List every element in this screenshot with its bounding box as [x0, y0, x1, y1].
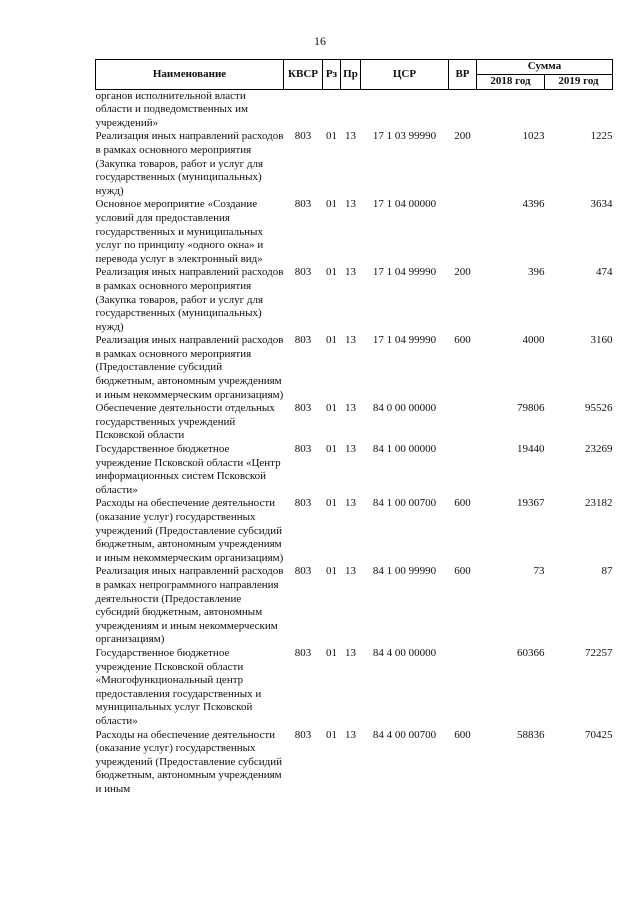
row-rz: 01: [326, 402, 337, 415]
header-year-2018: 2018 год: [477, 75, 545, 90]
table-row: [96, 402, 613, 443]
row-kvsr: 803: [294, 130, 312, 143]
table-row: [96, 729, 613, 797]
table-body: [96, 89, 613, 796]
row-vr: [449, 402, 477, 443]
row-pr: 13: [345, 266, 356, 279]
row-vr: 200: [454, 130, 471, 143]
row-amount-2019: 87: [601, 565, 613, 578]
row-amount-2018: 1023: [522, 130, 545, 143]
row-rz: 01: [326, 266, 337, 279]
row-amount-2018: 4000: [522, 334, 545, 347]
row-pr: 13: [345, 728, 356, 741]
row-name: Реализация иных направлений расходов в рамках основного мероприятия (Предоставление субсидий бюджетным, автономным учреждениям и иным некоммерческим организациям): [95, 334, 284, 401]
row-rz: 01: [326, 646, 337, 659]
table-row: [96, 647, 613, 729]
row-csr: 17 1 04 99990: [372, 266, 437, 279]
row-kvsr: 803: [294, 198, 312, 211]
row-vr: 600: [454, 565, 471, 578]
row-kvsr: 803: [294, 497, 312, 510]
row-name: Основное мероприятие «Создание условий для предоставления государственных и муниципальных услуг по принципу «одного окна» и перевода услуг в электронный вид»: [95, 198, 264, 265]
row-name: Реализация иных направлений расходов в рамках основного мероприятия (Закупка товаров, работ и услуг для государственных (муниципальных) нужд): [95, 266, 284, 333]
row-amount-2018: 4396: [522, 198, 545, 211]
table-row: [96, 89, 613, 130]
header-rz: Рз: [323, 60, 341, 90]
row-rz: 01: [326, 198, 337, 211]
row-amount-2019: [545, 89, 613, 130]
row-rz: 01: [326, 334, 337, 347]
row-rz: 01: [326, 443, 337, 456]
row-pr: 13: [345, 402, 356, 415]
row-pr: 13: [345, 646, 356, 659]
row-name: Расходы на обеспечение деятельности (оказание услуг) государственных учреждений (Предоставление субсидий бюджетным, автономным учреждениям и иным: [95, 728, 282, 795]
row-vr: 600: [454, 497, 471, 510]
row-kvsr: 803: [294, 266, 312, 279]
row-csr: 17 1 04 00000: [372, 198, 437, 211]
row-kvsr: 803: [294, 402, 312, 415]
row-pr: 13: [345, 334, 356, 347]
table-row: [96, 266, 613, 334]
table-row: [96, 497, 613, 565]
row-vr: [449, 443, 477, 497]
row-rz: 01: [326, 565, 337, 578]
header-name: Наименование: [96, 60, 284, 90]
row-csr: 84 1 00 00700: [372, 497, 437, 510]
row-vr: [449, 89, 477, 130]
row-pr: 13: [345, 443, 356, 456]
row-kvsr: 803: [294, 728, 312, 741]
budget-table: [95, 59, 613, 796]
row-amount-2019: 95526: [585, 402, 613, 415]
row-kvsr: [284, 89, 323, 130]
row-amount-2019: 70425: [585, 728, 613, 741]
row-amount-2018: [477, 89, 545, 130]
row-pr: 13: [345, 130, 356, 143]
row-vr: [449, 647, 477, 729]
row-name: Расходы на обеспечение деятельности (оказание услуг) государственных учреждений (Предоставление субсидий бюджетным, автономным учреждениям и иным некоммерческим организациям): [95, 497, 284, 564]
row-name: органов исполнительной власти области и подведомственных им учреждений»: [95, 89, 249, 129]
row-amount-2018: 73: [533, 565, 545, 578]
table-row: [96, 443, 613, 497]
table-row: [96, 198, 613, 266]
row-vr: 200: [454, 266, 471, 279]
row-kvsr: 803: [294, 646, 312, 659]
row-amount-2019: 23269: [585, 443, 613, 456]
row-amount-2019: 474: [596, 266, 613, 279]
row-amount-2018: 60366: [517, 646, 545, 659]
row-amount-2018: 19440: [517, 443, 545, 456]
row-vr: 600: [454, 728, 471, 741]
row-amount-2019: 3160: [590, 334, 613, 347]
table-row: [96, 334, 613, 402]
row-amount-2018: 19367: [517, 497, 545, 510]
row-pr: 13: [345, 198, 356, 211]
row-kvsr: 803: [294, 565, 312, 578]
page-number: 16: [314, 34, 326, 48]
row-amount-2019: 72257: [585, 646, 613, 659]
header-csr: ЦСР: [361, 60, 449, 90]
row-amount-2018: 79806: [517, 402, 545, 415]
row-name: Государственное бюджетное учреждение Псковской области «Многофункциональный центр предоставления государственных и муниципальных услуг Псковской области»: [95, 646, 262, 727]
header-vr: ВР: [449, 60, 477, 90]
row-pr: 13: [345, 497, 356, 510]
row-amount-2019: 3634: [590, 198, 613, 211]
row-kvsr: 803: [294, 334, 312, 347]
row-name: Реализация иных направлений расходов в рамках основного мероприятия (Закупка товаров, работ и услуг для государственных (муниципальных) нужд): [95, 130, 284, 197]
row-name: Обеспечение деятельности отдельных государственных учреждений Псковской области: [95, 402, 275, 442]
row-kvsr: 803: [294, 443, 312, 456]
header-kvsr: КВСР: [284, 60, 323, 90]
row-rz: [323, 89, 341, 130]
header-sum: Сумма: [477, 60, 613, 75]
row-amount-2019: 23182: [585, 497, 613, 510]
row-name: Государственное бюджетное учреждение Псковской области «Центр информационных систем Псковской области»: [95, 443, 281, 496]
header-year-2019: 2019 год: [545, 75, 613, 90]
row-pr: [341, 89, 361, 130]
row-rz: 01: [326, 497, 337, 510]
row-csr: 17 1 04 99990: [372, 334, 437, 347]
row-pr: 13: [345, 565, 356, 578]
row-csr: 84 1 00 00000: [372, 443, 437, 456]
row-rz: 01: [326, 130, 337, 143]
row-name: Реализация иных направлений расходов в рамках непрограммного направления деятельности (Предоставление субсидий бюджетным, автономным учреждениям и иным некоммерческим организациям): [95, 565, 284, 646]
row-vr: [449, 198, 477, 266]
row-csr: 84 1 00 99990: [372, 565, 437, 578]
row-csr: 84 4 00 00000: [372, 646, 437, 659]
row-csr: 17 1 03 99990: [372, 130, 437, 143]
table-row: [96, 130, 613, 198]
row-amount-2018: 396: [528, 266, 545, 279]
row-csr: [361, 89, 449, 130]
header-pr: Пр: [341, 60, 361, 90]
row-amount-2019: 1225: [590, 130, 613, 143]
row-vr: 600: [454, 334, 471, 347]
row-csr: 84 0 00 00000: [372, 402, 437, 415]
row-amount-2018: 58836: [517, 728, 545, 741]
row-csr: 84 4 00 00700: [372, 728, 437, 741]
table-row: [96, 565, 613, 647]
row-rz: 01: [326, 728, 337, 741]
